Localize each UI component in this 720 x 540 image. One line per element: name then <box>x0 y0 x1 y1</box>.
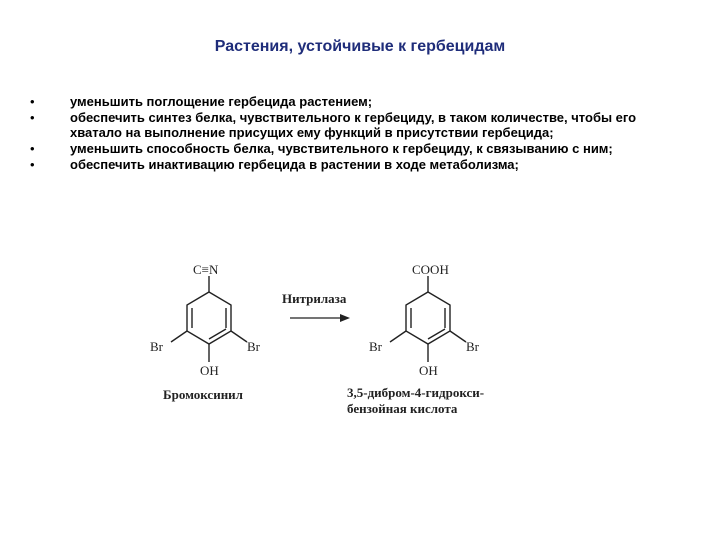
bullet-text: уменьшить поглощение гербецида растением; <box>70 94 373 109</box>
product-structure <box>390 276 466 362</box>
reactant-structure <box>171 276 247 362</box>
enzyme-label: Нитрилаза <box>282 291 347 306</box>
bullet-text: уменьшить способность белка, чувствительного к гербециду, к связыванию с ним; <box>70 141 613 156</box>
reactant-bottom-group: OH <box>200 363 219 378</box>
bullet-icon: • <box>30 110 35 125</box>
reactant-left-substituent: Br <box>150 339 163 354</box>
bullet-icon: • <box>30 94 35 109</box>
bullet-icon: • <box>30 157 35 172</box>
product-top-group: COOH <box>412 262 449 277</box>
reactant-right-substituent: Br <box>247 339 260 354</box>
bullet-text: обеспечить инактивацию гербецида в растении в ходе метаболизма; <box>70 157 519 172</box>
product-name-line2: бензойная кислота <box>347 401 458 416</box>
reaction-arrow-icon <box>290 314 350 322</box>
bullet-icon: • <box>30 141 35 156</box>
product-bottom-group: OH <box>419 363 438 378</box>
reactant-top-group: C≡N <box>193 262 219 277</box>
slide-title: Растения, устойчивые к гербецидам <box>214 38 506 55</box>
reactant-name: Бромоксинил <box>163 387 243 402</box>
product-right-substituent: Br <box>466 339 479 354</box>
bullet-text: обеспечить синтез белка, чувствительного к гербециду, в таком количестве, чтобы его хватало на выполнение присущих ему функций в присутствии гербецида; <box>70 110 637 140</box>
product-name-line1: 3,5-дибром-4-гидрокси- <box>347 385 485 400</box>
product-left-substituent: Br <box>369 339 382 354</box>
